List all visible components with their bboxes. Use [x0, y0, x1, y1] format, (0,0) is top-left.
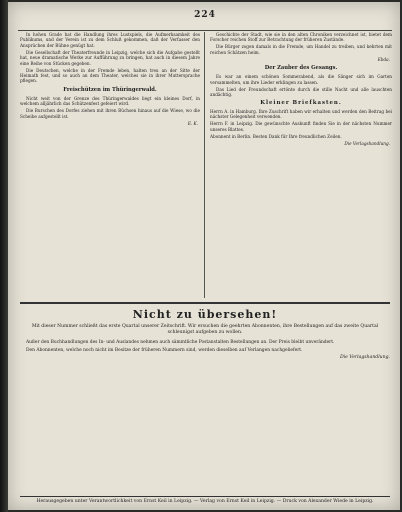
briefkasten-entry: Herrn A. in Hamburg. Ihre Zuschrift haben wir erhalten und werden den Beitrag bei nächster Gelegenheit verwenden.	[210, 108, 392, 120]
left-section-title: Freischützen im Thüringerwald.	[63, 86, 157, 93]
briefkasten-entry: Abonnent in Berlin. Besten Dank für Ihre freundlichen Zeilen.	[210, 133, 342, 139]
notice-lead: Mit dieser Nummer schließt das erste Quartal unserer Zeitschrift. Wir ersuchen die geehrten Abonnenten, ihre Bestellungen auf das zweite Quartal schleunigst aufgeben zu wollen.	[31, 324, 379, 335]
book-spine	[0, 0, 8, 512]
right-section-title: Der Zauber des Gesangs.	[264, 65, 338, 72]
notice-paragraph: Den Abonnenten, welche noch nicht im Besitze der früheren Nummern sind, werden dieselben auf Verlangen nachgeliefert.	[26, 347, 303, 353]
notice-paragraph: Außer den Buchhandlungen des In- und Auslandes nehmen auch sämmtliche Postanstalten Bestellungen an. Der Preis bleibt unverändert.	[26, 340, 335, 345]
left-paragraph: Die Deutschen, welche in der Fremde leben, halten treu an der Sitte der Heimath fest, und so auch an dem Theater, welches sie in ihrer Muttersprache pflegen.	[20, 67, 200, 84]
right-paragraph: Das Lied der Freundschaft ertönte durch die stille Nacht und alle lauschten andächtig.	[210, 86, 392, 98]
left-paragraph: Die Burschen des Dorfes ziehen mit ihren Büchsen hinaus auf die Wiese, wo die Scheibe aufgestellt ist.	[20, 108, 200, 119]
document-page	[8, 2, 400, 510]
left-column	[20, 32, 200, 298]
page-header	[18, 8, 392, 31]
left-paragraph: Die Gesellschaft der Theaterfreunde in Leipzig, welche sich die Aufgabe gestellt hat, neue dramatische Werke zur Aufführung zu bringen, hat auch in diesem Jahre eine Reihe von Stücken gegeben.	[20, 49, 200, 66]
right-signature: Ebda.	[377, 56, 390, 62]
left-paragraph: Nicht weit von der Grenze des Thüringerwaldes liegt ein kleines Dorf, in welchem alljährlich das Schützenfest gefeiert wird.	[20, 95, 200, 107]
left-paragraph: In hohen Grade hat die Handlung ihres Lustspiels, die Aufmerksamkeit des Publikums, und der Verein ist zu dem Schluß gekommen, daß der Verfasser den Ansprüchen der Bühne genügt hat.	[20, 32, 200, 48]
right-paragraph: Die Bürger zogen damals in die Fremde, um Handel zu treiben, und kehrten mit reichen Schätzen heim.	[210, 44, 392, 55]
notice-body	[20, 340, 390, 353]
briefkasten-entry: Herrn F. in Leipzig. Die gewünschte Auskunft finden Sie in der nächsten Nummer unseres Blattes.	[210, 121, 392, 132]
right-column	[210, 32, 392, 298]
right-signature: Die Verlagshandlung.	[344, 140, 390, 146]
subscription-notice	[20, 302, 390, 360]
briefkasten-title: Kleiner Briefkasten.	[260, 100, 342, 107]
notice-title: Nicht zu übersehen!	[132, 308, 278, 321]
page-number: 224	[194, 10, 216, 20]
right-paragraph: Es war an einem schönen Sommerabend, als die Sänger sich im Garten versammelten, um ihre Lieder erklingen zu lassen.	[210, 74, 392, 85]
right-paragraph: Geschichte der Stadt, wie sie in den alten Chroniken verzeichnet ist, bietet dem Forscher reichen Stoff zur Betrachtung der früheren Zustände.	[210, 32, 392, 43]
column-divider	[204, 32, 205, 298]
left-signature: E. K.	[187, 120, 198, 126]
notice-signature: Die Verlagshandlung.	[339, 355, 390, 361]
page-footer-imprint: Herausgegeben unter Verantwortlichkeit von Ernst Keil in Leipzig. — Verlag von Ernst Keil in Leipzig. — Druck von Alexander Wiede in Leipzig.	[20, 496, 390, 504]
